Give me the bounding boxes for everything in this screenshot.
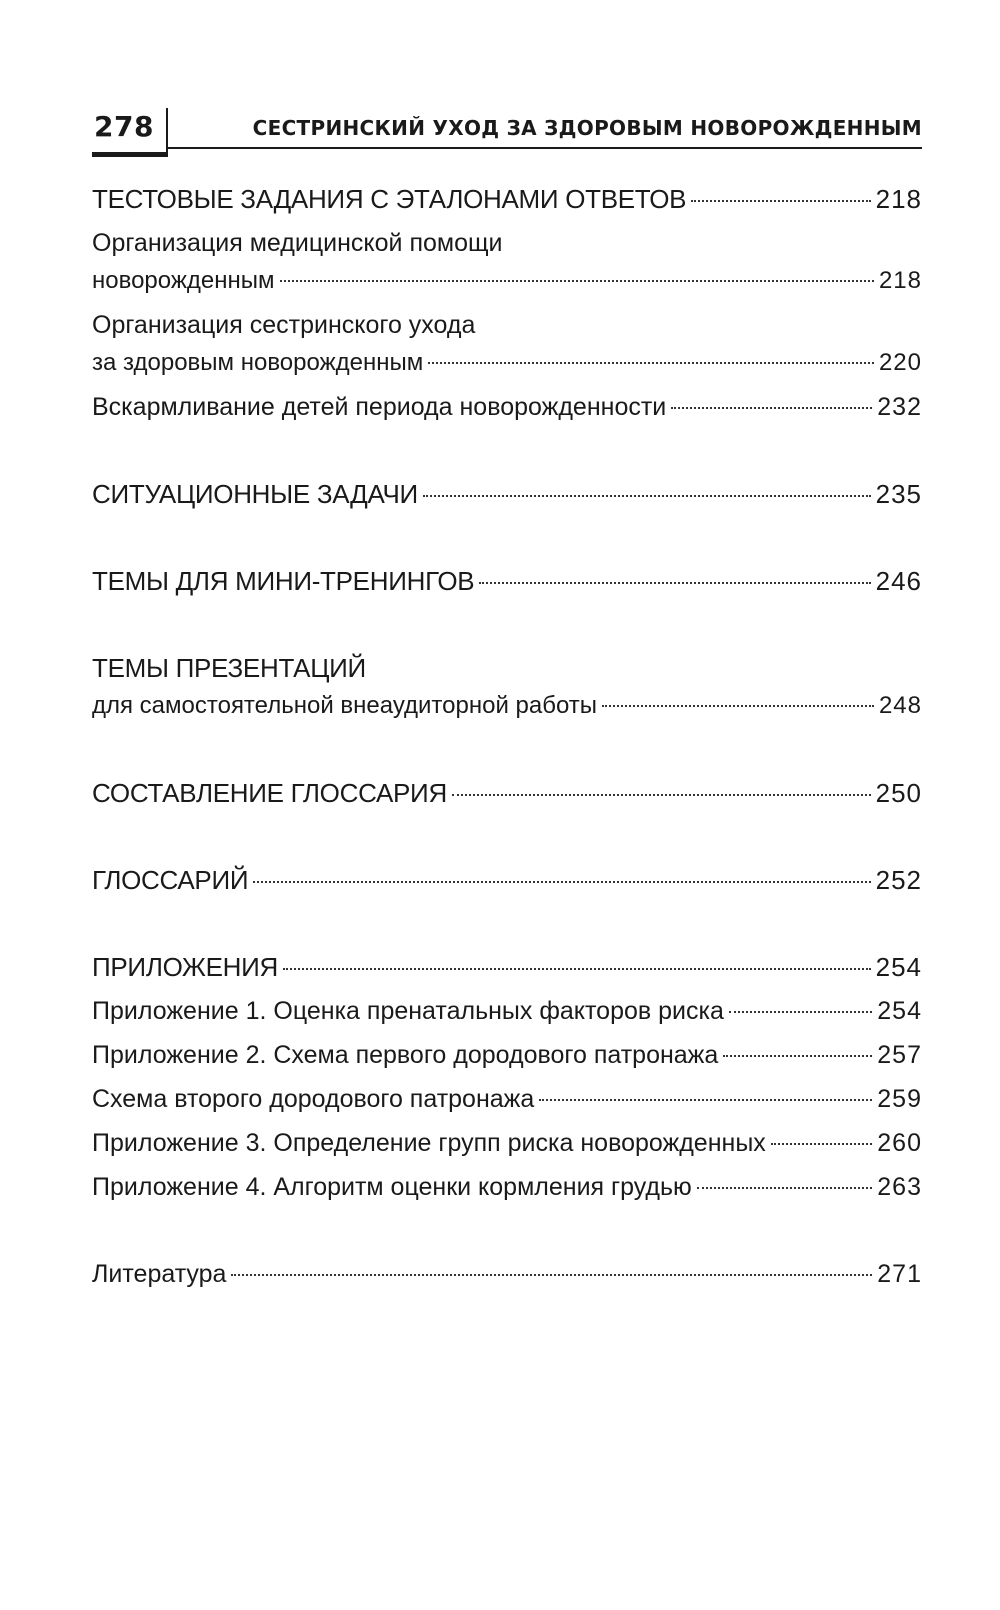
- toc-entry-page: 250: [875, 778, 922, 808]
- toc-entry-tests[interactable]: [92, 180, 922, 218]
- toc-entry-page: 235: [875, 479, 922, 509]
- toc-entry-presentations-title: ТЕМЫ ПРЕЗЕНТАЦИЙ: [92, 653, 366, 683]
- toc-entry-title: Приложение 4. Алгоритм оценки кормления грудью: [92, 1173, 692, 1201]
- page-number: 278: [94, 110, 154, 143]
- dot-leader: [697, 1187, 872, 1189]
- toc-entry-page: 257: [877, 1041, 922, 1069]
- toc-entry-literature[interactable]: [92, 1255, 922, 1293]
- toc-entry-page: 220: [878, 349, 922, 376]
- toc-entry-title: Схема второго дородового патронажа: [92, 1085, 535, 1113]
- toc-entry-title: Вскармливание детей периода новорожденности: [92, 393, 667, 421]
- dot-leader: [452, 794, 871, 796]
- toc-entry-title: новорожденным: [92, 267, 275, 294]
- dot-leader: [231, 1274, 872, 1276]
- toc-entry-situational[interactable]: [92, 475, 922, 513]
- toc-entry-page: 254: [877, 997, 922, 1025]
- toc-entry-title: Приложение 3. Определение групп риска новорожденных: [92, 1129, 766, 1157]
- toc-entry-presentations[interactable]: [92, 687, 922, 725]
- dot-leader: [428, 362, 874, 364]
- toc-entry-title: ПРИЛОЖЕНИЯ: [92, 952, 279, 982]
- toc-entry-title: Приложение 2. Схема первого дородового патронажа: [92, 1041, 719, 1069]
- dot-leader: [280, 280, 874, 282]
- toc-subentry-line: Организация медицинской помощи: [92, 229, 503, 257]
- toc-entry-page: 218: [878, 267, 922, 294]
- toc-subentry-appendix-4[interactable]: [92, 1168, 922, 1206]
- toc-subentry-second-visit[interactable]: [92, 1080, 922, 1118]
- dot-leader: [253, 881, 870, 883]
- toc-subentry-medical-care[interactable]: [92, 262, 922, 300]
- toc-entry-page: 246: [875, 566, 922, 596]
- dot-leader: [729, 1011, 872, 1013]
- toc-entry-title: Приложение 1. Оценка пренатальных факторов риска: [92, 997, 724, 1025]
- header-horizontal-rule: [166, 147, 922, 149]
- toc-subentry-line: Организация сестринского ухода: [92, 311, 476, 339]
- toc-entry-title: Литература: [92, 1260, 227, 1288]
- running-title: СЕСТРИНСКИЙ УХОД ЗА ЗДОРОВЫМ НОВОРОЖДЕННЫМ: [252, 116, 922, 140]
- header-vertical-rule: [166, 108, 168, 157]
- dot-leader: [691, 200, 870, 202]
- toc-entry-glossary-compiling[interactable]: [92, 774, 922, 812]
- toc-subentry-feeding[interactable]: [92, 388, 922, 426]
- toc-entry-page: 254: [875, 952, 922, 982]
- toc-entry-page: 260: [877, 1129, 922, 1157]
- toc-subentry-nursing-care[interactable]: [92, 344, 922, 382]
- table-of-contents: [92, 180, 922, 1293]
- dot-leader: [723, 1055, 872, 1057]
- dot-leader: [671, 407, 872, 409]
- toc-entry-title: за здоровым новорожденным: [92, 349, 424, 376]
- toc-entry-page: 248: [878, 692, 922, 719]
- toc-entry-title: СОСТАВЛЕНИЕ ГЛОССАРИЯ: [92, 778, 447, 808]
- dot-leader: [423, 495, 871, 497]
- toc-subentry-appendix-3[interactable]: [92, 1124, 922, 1162]
- dot-leader: [602, 705, 874, 707]
- toc-entry-page: 252: [875, 865, 922, 895]
- dot-leader: [479, 582, 870, 584]
- toc-subentry-appendix-1[interactable]: [92, 992, 922, 1030]
- toc-entry-glossary[interactable]: [92, 861, 922, 899]
- toc-entry-page: 271: [877, 1260, 922, 1288]
- toc-subentry-appendix-2[interactable]: [92, 1036, 922, 1074]
- dot-leader: [539, 1099, 872, 1101]
- toc-entry-appendices[interactable]: [92, 948, 922, 986]
- toc-entry-title: ГЛОССАРИЙ: [92, 865, 249, 895]
- toc-entry-title: ТЕСТОВЫЕ ЗАДАНИЯ С ЭТАЛОНАМИ ОТВЕТОВ: [92, 184, 687, 214]
- toc-entry-page: 263: [877, 1173, 922, 1201]
- toc-entry-page: 259: [877, 1085, 922, 1113]
- toc-entry-title: для самостоятельной внеаудиторной работы: [92, 692, 598, 719]
- toc-entry-mini-trainings[interactable]: [92, 562, 922, 600]
- toc-entry-page: 218: [875, 184, 922, 214]
- running-header: [92, 106, 922, 158]
- toc-entry-page: 232: [877, 393, 922, 421]
- toc-entry-title: ТЕМЫ ДЛЯ МИНИ-ТРЕНИНГОВ: [92, 566, 475, 596]
- dot-leader: [283, 968, 871, 970]
- dot-leader: [771, 1143, 872, 1145]
- page-number-underline: [92, 152, 168, 157]
- toc-entry-title: СИТУАЦИОННЫЕ ЗАДАЧИ: [92, 479, 418, 509]
